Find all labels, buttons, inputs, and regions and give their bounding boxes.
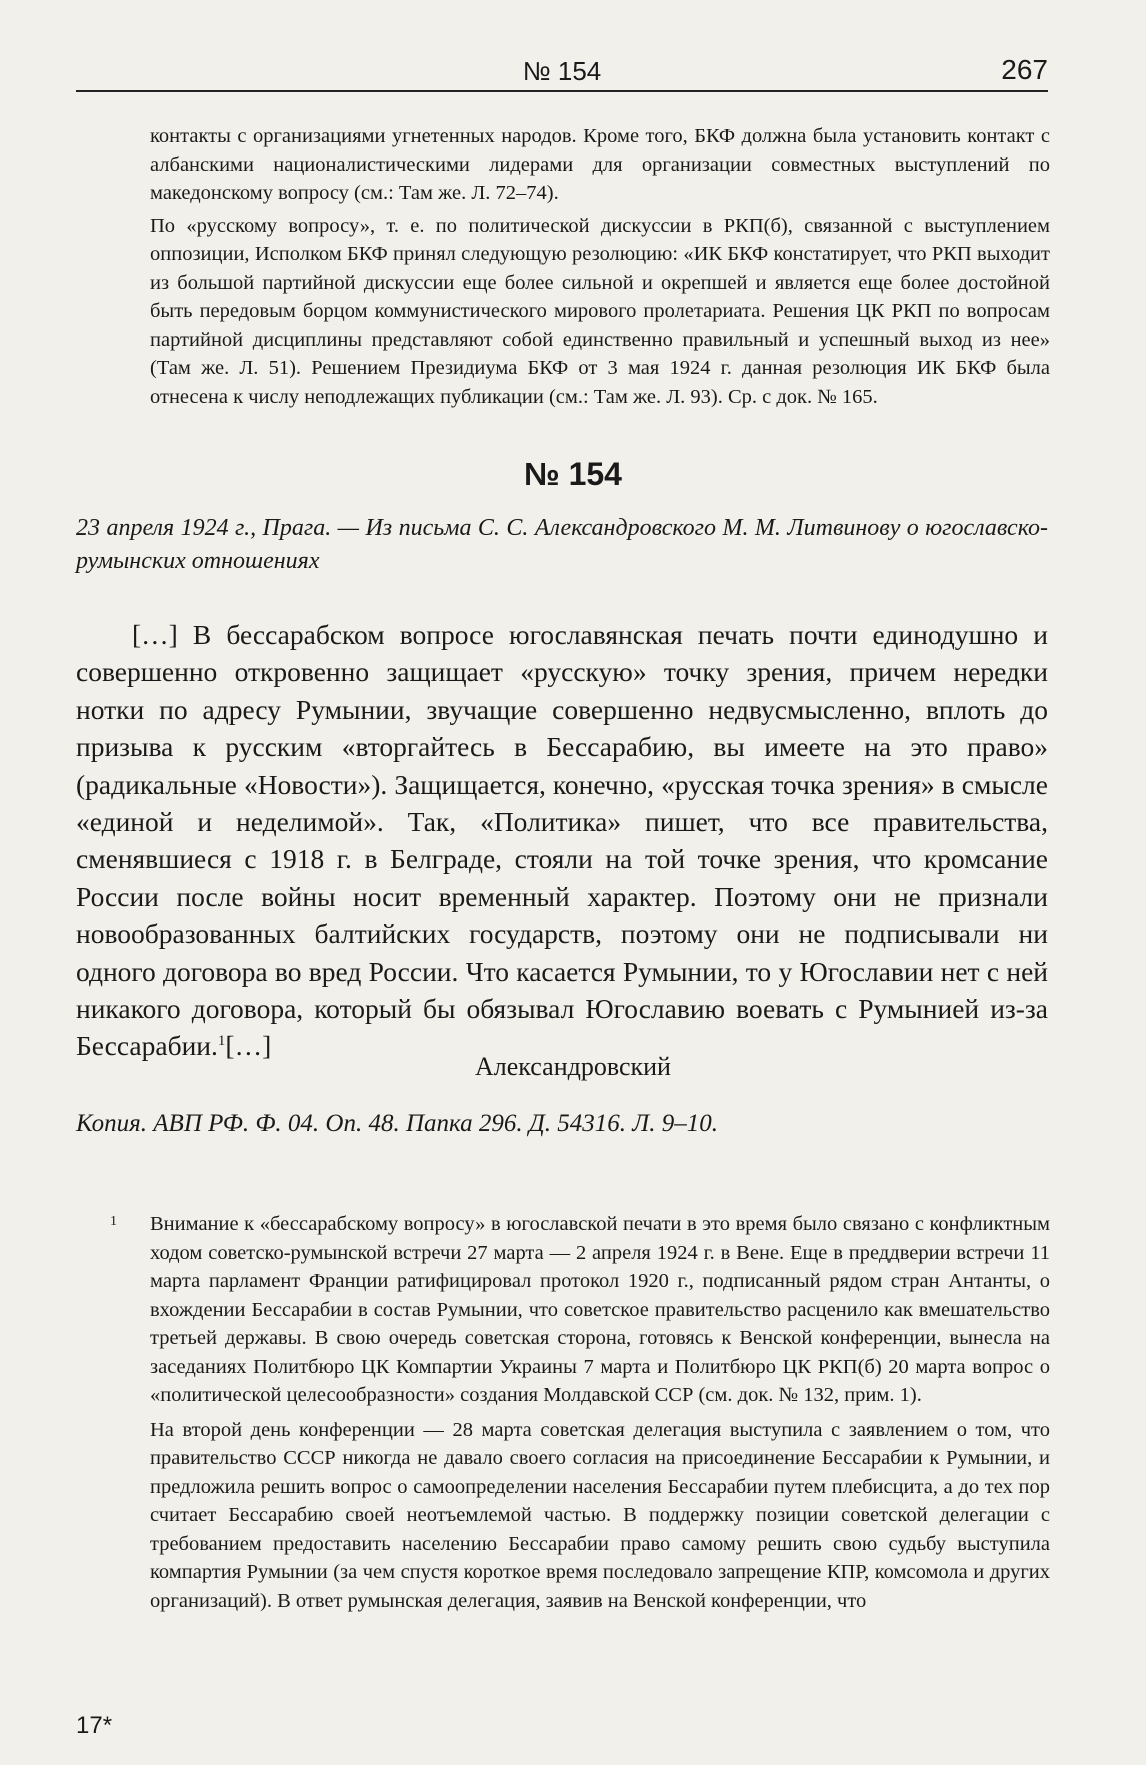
- footnote-1-continued: На второй день конференции — 28 марта советская делегация выступила с заявлением о том, что правительство СССР никогда не давало своего согласия на присоединение Бессарабии к Румынии, и предложила решить вопрос о самоопределении населения Бессарабии путем плебисцита, а до тех пор считает Бессарабию своей неотъемлемой частью. В поддержку позиции советской делегации с требованием предоставить населению Бессарабии право самому решить свою судьбу выступила компартия Румынии (за чем спустя короткое время последовало запрещение КПР, комсомола и других организаций). В ответ румынская делегация, заявив на Венской конференции, что: [150, 1418, 1050, 1612]
- body-text: […] В бессарабском вопросе югославянская печать почти единодушно и совершенно откровенно защищает «русскую» точку зрения, причем нередки нотки по адресу Румынии, звучащие совершенно недвусмысленно, вплоть до призыва к русским «вторгайтесь в Бессарабию, вы имеете на это право» (радикальные «Новости»). Защищается, конечно, «русская точка зрения» в смысле «единой и неделимой». Так, «Политика» пишет, что все правительства, сменявшиеся с 1918 г. в Белграде, стояли на той точке зрения, что кромсание России после войны носит временный характер. Поэтому они не признали новообразованных балтийских государств, поэтому они не подписывали ни одного договора во вред России. Что касается Румынии, то у Югославии нет с ней никакого договора, который бы обязывал Югославию воевать с Румынией из-за Бессарабии.: [76, 619, 1048, 1062]
- running-header: [76, 54, 1048, 92]
- prev-note-paragraph-1: контакты с организациями угнетенных народов. Кроме того, БКФ должна была установить контакт с албанскими националистическими лидерами для организации совместных выступлений по македонскому вопросу (см.: Там же. Л. 72–74).: [150, 125, 1050, 204]
- page-number: 267: [1001, 54, 1048, 85]
- document-title: 23 апреля 1924 г., Прага. — Из письма С. С. Александровского М. М. Литвинову о югославско-румынских отношениях: [76, 515, 1048, 574]
- signature-mark: 17*: [76, 1712, 113, 1739]
- footnote-mark: 1: [110, 1214, 117, 1229]
- body-paragraph: [76, 616, 1048, 1065]
- footnote-1-text: Внимание к «бессарабскому вопросу» в югославской печати в это время было связано с конфликтным ходом советско-румынской встречи 27 марта — 2 апреля 1924 г. в Вене. Еще в преддверии встречи 11 марта парламент Франции ратифицировал протокол 1920 г., подписанный рядом стран Антанты, о вхождении Бессарабии в состав Румынии, что советское правительство расценило как вмешательство третьей державы. В свою очередь советская сторона, готовясь к Венской конференции, вынесла на заседаниях Политбюро ЦК Компартии Украины 7 марта и Политбюро ЦК РКП(б) 20 марта вопрос о «политической целесообразности» создания Молдавской ССР (см. док. № 132, прим. 1).: [150, 1213, 1050, 1406]
- archive-source: Копия. АВП РФ. Ф. 04. Оп. 48. Папка 296. Д. 54316. Л. 9–10.: [76, 1110, 718, 1137]
- footnote-1: [110, 1210, 1050, 1410]
- prev-note-paragraph-2: По «русскому вопросу», т. е. по политической дискуссии в РКП(б), связанной с выступлением оппозиции, Исполком БКФ принял следующую резолюцию: «ИК БКФ констатирует, что РКП выходит из большой партийной дискуссии еще более сильной и окрепшей и является еще более достойной быть передовым борцом коммунистического мирового пролетариата. Решения ЦК РКП по вопросам партийной дисциплины представляют собой единственно правильный и успешный выход из нее» (Там же. Л. 51). Решением Президиума БКФ от 3 мая 1924 г. данная резолюция ИК БКФ была отнесена к числу неподлежащих публикации (см.: Там же. Л. 93). Ср. с док. № 165.: [150, 214, 1050, 408]
- document-number: № 154: [524, 456, 622, 492]
- document-body: [76, 616, 1048, 1065]
- body-ellipsis: […]: [225, 1030, 272, 1062]
- previous-document-notes: [150, 122, 1050, 415]
- footnote-reference[interactable]: 1: [217, 1033, 226, 1050]
- footnotes: [110, 1210, 1050, 1621]
- signature: Александровский: [475, 1052, 671, 1081]
- header-doc-number: № 154: [522, 56, 602, 86]
